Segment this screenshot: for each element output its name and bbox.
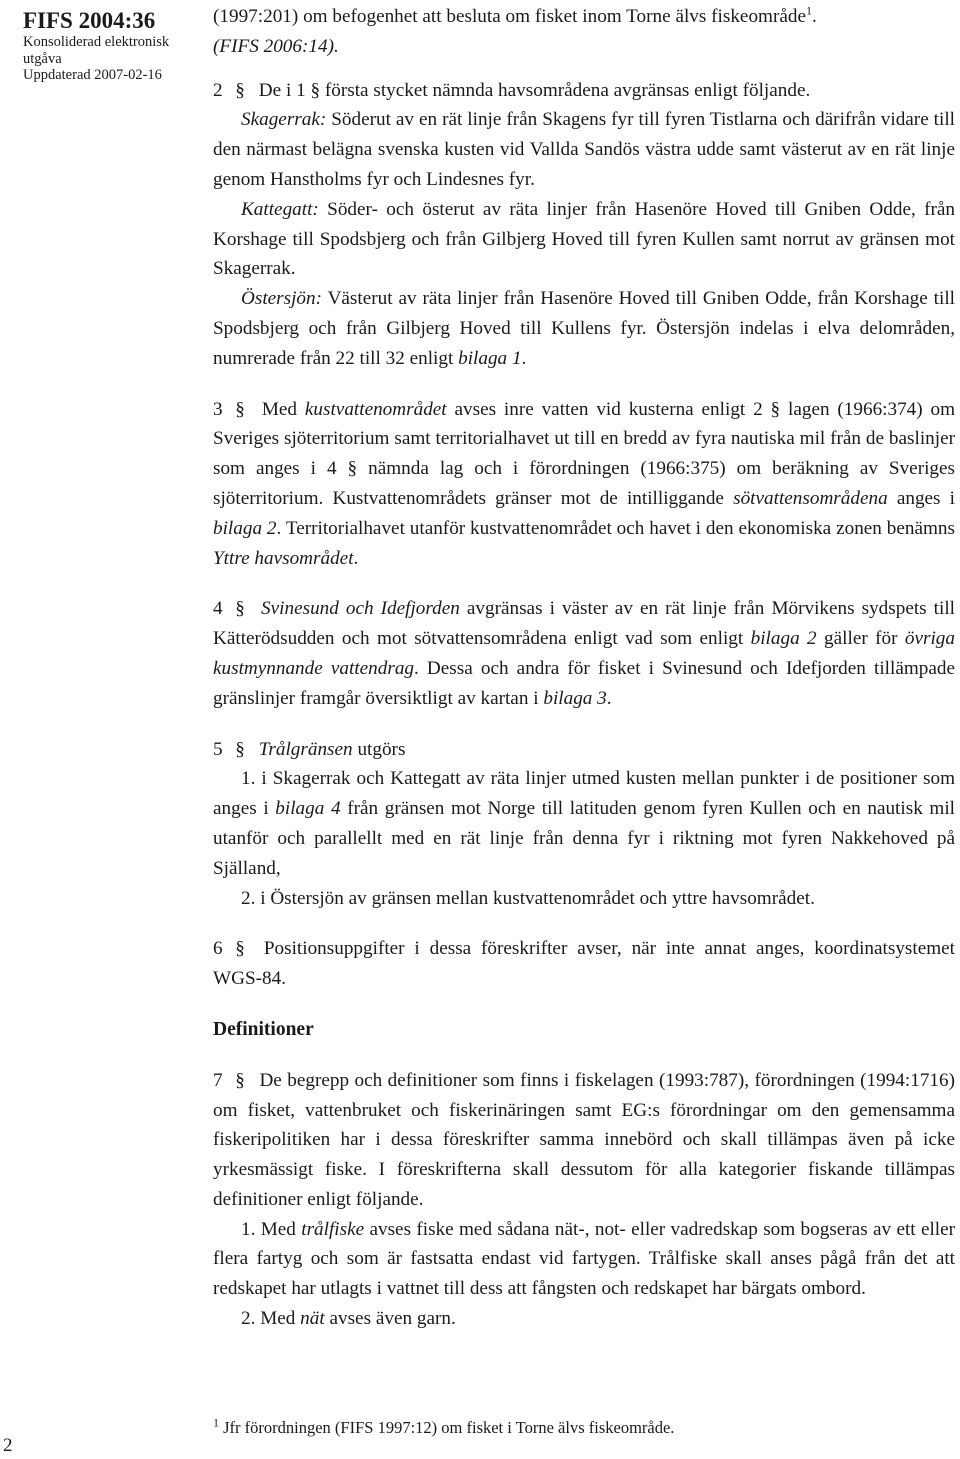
section-4: 4 § Svinesund och Idefjorden avgränsas i väster av en rät linje från Mörvikens sydspets till Kätterödsudden och mot sötvattensområdena enligt vad som enligt bilaga 2 gäller för övriga kustmynnande vattendrag. Dessa och andra för fisket i Svinesund och Idefjorden tillämpade gränslinjer framgår översiktligt av kartan i bilaga 3. — [213, 594, 955, 713]
intro-reference: (FIFS 2006:14). — [213, 35, 339, 57]
section-6: 6 § Positionsuppgifter i dessa föreskrifter avser, när inte annat anges, koordinatsystemet WGS-84. — [213, 934, 955, 994]
footnote-mark: 1 — [213, 1415, 219, 1430]
updated-date: Uppdaterad 2007-02-16 — [23, 67, 162, 83]
section-number: 2 — [213, 79, 223, 101]
footnote — [213, 1417, 955, 1439]
document-body — [213, 2, 955, 1334]
section-number: 3 — [213, 398, 223, 420]
section-sign-icon: § — [235, 738, 245, 760]
definitions-heading: Definitioner — [213, 1018, 314, 1040]
section-7: 7 § De begrepp och definitioner som finns i fiskelagen (1993:787), förordningen (1994:1716) om fisket, vattenbruket och fiskerinäringen samt EG:s förordningar om den gemensamma fiskeripolitiken har i dessa föreskrifter samma innebörd och skall tillämpas även på icke yrkesmässigt fiske. I föreskrifterna skall dessutom för alla kategorier fiskande tillämpas definitioner enligt följande. — [213, 1066, 955, 1215]
section-sign-icon: § — [235, 398, 245, 420]
skagerrak-paragraph: Skagerrak: Söderut av en rät linje från Skagens fyr till fyren Tistlarna och därifrån vidare till den närmast belägna svenska kusten vid Vallda Sandös västra udde samt västerut av en rät linje genom Hanstholms fyr och Lindesnes fyr. — [213, 109, 956, 190]
document-code: FIFS 2004:36 — [23, 8, 156, 33]
page-number: 2 — [3, 1435, 13, 1456]
footnote-text: Jfr förordningen (FIFS 1997:12) om fisket i Torne älvs fiskeområde. — [223, 1418, 675, 1437]
section-sign-icon: § — [235, 1069, 245, 1091]
section-number: 4 — [213, 598, 223, 620]
intro-paragraph: (1997:201) om befogenhet att besluta om fisket inom Torne älvs fiskeområde$^1$. — [213, 3, 817, 27]
section-number: 7 — [213, 1069, 223, 1091]
kattegatt-paragraph: Kattegatt: Söder- och österut av räta linjer från Hasenöre Hoved till Gniben Odde, från Korshage till Spodsbjerg och från Gilbjerg Hoved till fyren Kullen samt norrut av gränsen mot Skagerrak. — [213, 198, 955, 280]
section-number: 6 — [213, 938, 223, 960]
ostersjon-paragraph: Östersjön: Västerut av räta linjer från Hasenöre Hoved till Gniben Odde, från Korshage till Spodsbjerg och från Gilbjerg Hoved till Kullens fyr. Östersjön indelas i elva delområden, numrerade från 22 till 32 enligt bilaga 1. — [213, 288, 955, 369]
section-3: 3 § Med kustvattenområdet avses inre vatten vid kusterna enligt 2 § lagen (1966:374) om Sveriges sjöterritorium samt territorialhavet ut till en bredd av fyra nautiska mil från de baslinjer som anges i 4 § nämnda lag och i förordningen (1966:375) om beräkning av Sveriges sjöterritorium. Kustvattenområdets gränser mot de intilliggande sötvattensområdena anges i bilaga 2. Territorialhavet utanför kustvattenområdet och havet i den ekonomiska zonen benämns Yttre havsområdet. — [213, 395, 955, 574]
section-sign-icon: § — [235, 938, 245, 960]
section-sign-icon: § — [235, 79, 245, 101]
section-sign-icon: § — [235, 598, 245, 620]
section-2: 2 § De i 1 § första stycket nämnda havsområdena avgränsas enligt följande. — [213, 76, 955, 106]
consolidated-label: Konsoliderad elektronisk — [23, 34, 170, 50]
footnote-ref: 1 — [805, 3, 812, 18]
section-7-item-2: 2. Med nät avses även garn. — [241, 1308, 456, 1330]
section-number: 5 — [213, 738, 223, 760]
section-7-item-1: 1. Med trålfiske avses fiske med sådana nät-, not- eller vadredskap som bogseras av ett eller flera fartyg och som är fastsatta endast vid fartygen. Trålfiske skall anses pågå från det att redskapet har utlagts i vattnet till dess att fångsten och redskapet har bärgats ombord. — [213, 1218, 956, 1300]
section-sign-icon: § — [310, 79, 321, 101]
section-sign-icon: § — [347, 458, 358, 480]
section-sign-icon: § — [770, 398, 781, 420]
section-5: 5 § Trålgränsen utgörs — [213, 735, 955, 765]
edition-label: utgåva — [23, 50, 62, 67]
section-5-item-2: 2. i Östersjön av gränsen mellan kustvattenområdet och yttre havsområdet. — [241, 887, 815, 909]
document-header — [23, 8, 203, 84]
section-5-item-1: 1. i Skagerrak och Kattegatt av räta linjer utmed kusten mellan punkter i de positioner som anges i bilaga 4 från gränsen mot Norge till latituden genom fyren Kullen och en nautisk mil utanför och parallellt med en rät linje från denna fyr i riktning mot fyren Nakkehoved på Själland, — [213, 768, 956, 879]
